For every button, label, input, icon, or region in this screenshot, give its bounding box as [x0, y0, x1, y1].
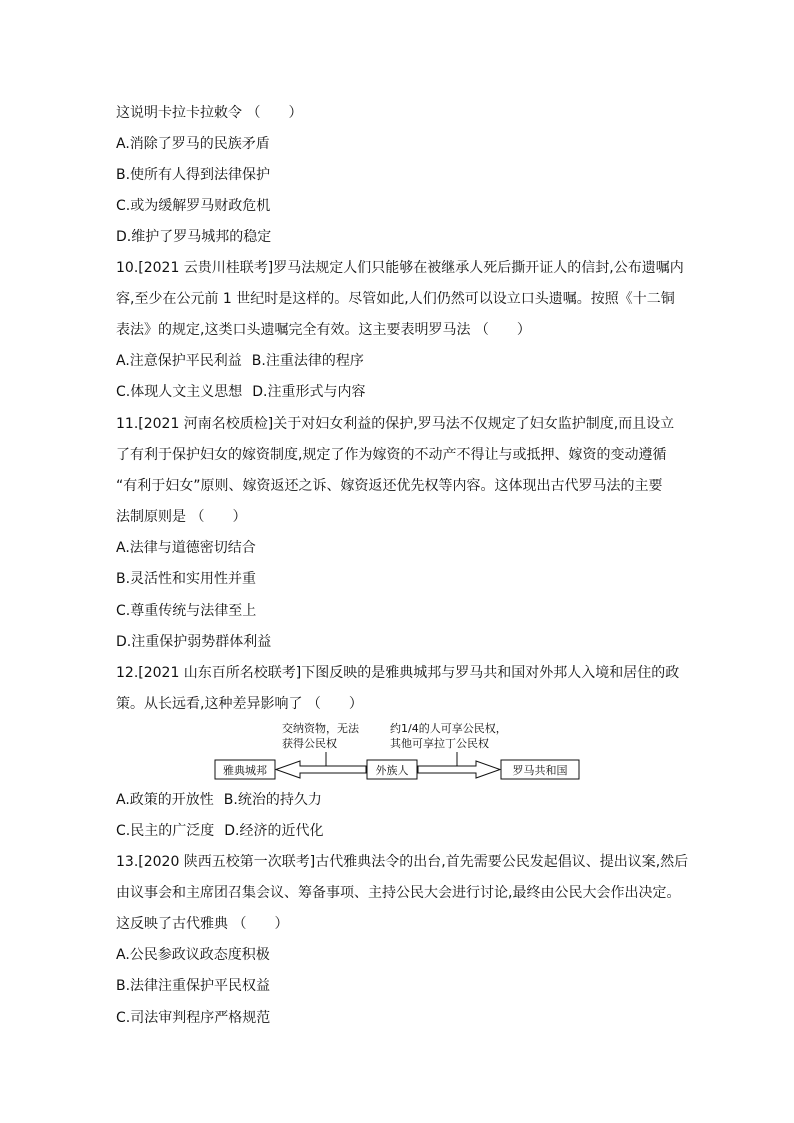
- q11-stem-line1: 11.[2021 河南名校质检]关于对妇女利益的保护,罗马法不仅规定了妇女监护制度,而且设立: [116, 416, 675, 432]
- q9-option-a: A.消除了罗马的民族矛盾: [116, 136, 270, 152]
- arrow-to-rome: [418, 761, 500, 778]
- q10-stem-line2: 容,至少在公元前 1 世纪时是这样的。尽管如此,人们仍然可以设立口头遗嘱。按照《十二铜: [116, 291, 675, 307]
- q13-option-b: B.法律注重保护平民权益: [116, 978, 271, 994]
- rome-label: 罗马共和国: [512, 764, 568, 777]
- q11-stem-line2: 了有利于保护妇女的嫁资制度,规定了作为嫁资的不动产不得让与或抵押、嫁资的变动遵循: [116, 447, 667, 463]
- citizenship-policy-diagram: [214, 720, 584, 784]
- q11-option-a: A.法律与道德密切结合: [116, 540, 256, 556]
- q10-option-b: B.注重法律的程序: [251, 353, 364, 369]
- q9-option-c: C.或为缓解罗马财政危机: [116, 198, 271, 214]
- q12-options-row2: [116, 821, 323, 841]
- q10-stem-line3: 表法》的规定,这类口头遗嘱完全有效。这主要表明罗马法 （ ）: [116, 322, 531, 338]
- q12-option-c: C.民主的广泛度: [116, 823, 215, 839]
- q12-stem-line2: 策。从长远看,这种差异影响了 （ ）: [116, 696, 363, 712]
- q9-stem: 这说明卡拉卡拉敕令 （ ）: [116, 105, 303, 121]
- arrow-to-athens: [276, 761, 366, 778]
- q13-option-c: C.司法审判程序严格规范: [116, 1010, 271, 1026]
- q12-stem-line1: 12.[2021 山东百所名校联考]下图反映的是雅典城邦与罗马共和国对外邦人入境和居住的政: [116, 665, 680, 681]
- q12-option-d: D.经济的近代化: [224, 823, 324, 839]
- q12-option-b: B.统治的持久力: [223, 792, 322, 808]
- q12-options-row1: [116, 790, 322, 810]
- q13-stem-line1: 13.[2020 陕西五校第一次联考]古代雅典法令的出台,首先需要公民发起倡议、提出议案,然后: [116, 854, 689, 870]
- athens-note-line2: 获得公民权: [282, 737, 337, 750]
- athens-note-line1: 交纳资物，无法: [282, 722, 359, 735]
- q10-options-row2: [116, 382, 365, 402]
- q13-option-a: A.公民参政议政态度积极: [116, 947, 270, 963]
- q9-option-d: D.维护了罗马城邦的稳定: [116, 229, 272, 245]
- q10-stem-line1: 10.[2021 云贵川桂联考]罗马法规定人们只能够在被继承人死后撕开证人的信封,公布遗嘱内: [116, 260, 684, 276]
- q11-option-c: C.尊重传统与法律至上: [116, 603, 257, 619]
- q11-stem-line3: “有利于妇女”原则、嫁资返还之诉、嫁资返还优先权等内容。这体现出古代罗马法的主要: [116, 478, 663, 494]
- rome-note-line2: 其他可享拉丁公民权: [390, 737, 489, 750]
- q10-option-a: A.注意保护平民利益: [116, 353, 242, 369]
- q10-option-d: D.注重形式与内容: [252, 384, 366, 400]
- rome-note-line1: 约1/4的人可享公民权，: [390, 722, 507, 735]
- foreigners-label: 外族人: [375, 764, 409, 777]
- q13-stem-line2: 由议事会和主席团召集会议、筹备事项、主持公民大会进行讨论,最终由公民大会作出决定。: [116, 885, 681, 901]
- q11-option-d: D.注重保护弱势群体利益: [116, 634, 272, 650]
- athens-label: 雅典城邦: [223, 764, 267, 777]
- q9-option-b: B.使所有人得到法律保护: [116, 167, 271, 183]
- q11-stem-line4: 法制原则是 （ ）: [116, 509, 247, 525]
- q12-option-a: A.政策的开放性: [116, 792, 214, 808]
- q10-option-c: C.体现人文主义思想: [116, 384, 243, 400]
- q10-options-row1: [116, 351, 364, 371]
- q13-stem-line3: 这反映了古代雅典 （ ）: [116, 916, 289, 932]
- q11-option-b: B.灵活性和实用性并重: [116, 571, 257, 587]
